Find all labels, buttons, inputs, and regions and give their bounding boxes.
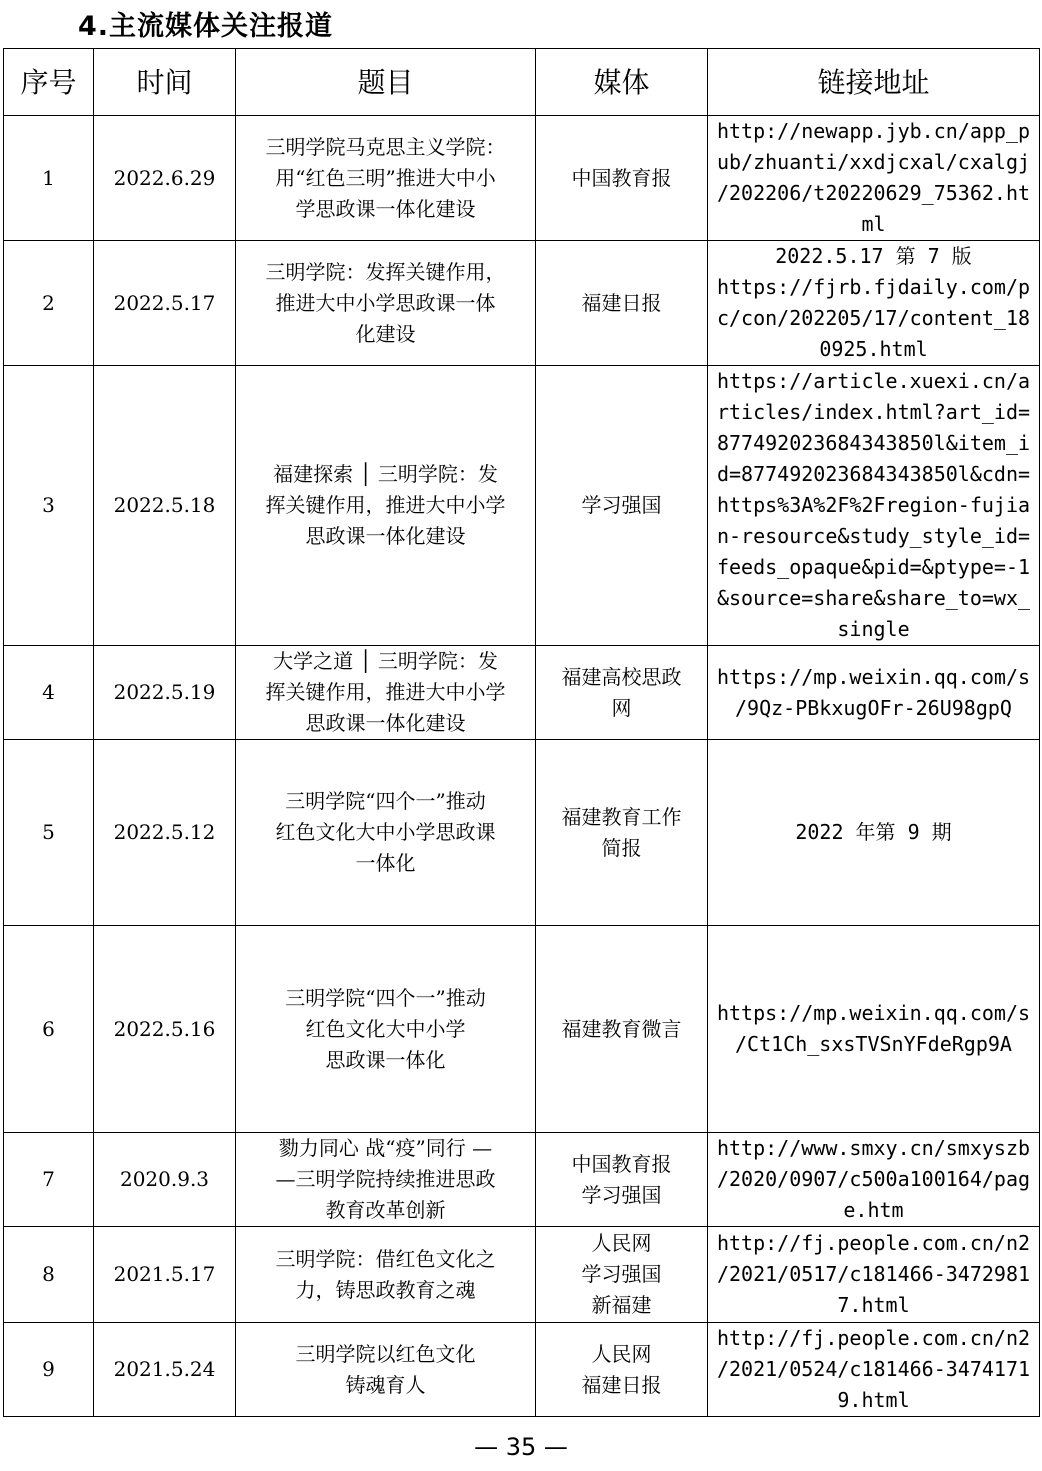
cell-title-line: 三明学院：借红色文化之 bbox=[275, 1246, 496, 1271]
cell-link-line: /202206/t20220629_75362.ht bbox=[716, 181, 1031, 205]
table-row bbox=[4, 740, 1040, 926]
cell-link-line: https://fjrb.fjdaily.com/p bbox=[716, 275, 1031, 299]
cell-link-line: feeds_opaque&pid=&ptype=-1 bbox=[716, 555, 1031, 579]
cell-link-line: 877492023684343850l&item_i bbox=[716, 431, 1031, 455]
cell-title bbox=[236, 646, 536, 740]
cell-date: 2022.5.16 bbox=[94, 926, 236, 1133]
col-header-no: 序号 bbox=[4, 49, 94, 116]
cell-media bbox=[536, 926, 708, 1133]
cell-title bbox=[236, 241, 536, 366]
cell-date: 2022.5.19 bbox=[94, 646, 236, 740]
table-row bbox=[4, 366, 1040, 646]
cell-title bbox=[236, 116, 536, 241]
cell-date: 2021.5.17 bbox=[94, 1227, 236, 1323]
cell-media bbox=[536, 116, 708, 241]
cell-link-line: https://article.xuexi.cn/a bbox=[716, 369, 1031, 393]
cell-title bbox=[236, 1323, 536, 1417]
cell-media-line: 学习强国 bbox=[581, 493, 662, 517]
cell-title-line: 用“红色三明”推进大中小 bbox=[275, 165, 496, 190]
cell-media-line: 福建高校思政 bbox=[561, 664, 682, 689]
cell-link-line: 0925.html bbox=[819, 337, 928, 361]
cell-media-line: 中国教育报 bbox=[571, 165, 672, 190]
cell-no: 8 bbox=[4, 1227, 94, 1323]
media-coverage-table bbox=[3, 48, 1040, 1417]
cell-no: 3 bbox=[4, 366, 94, 646]
cell-link[interactable] bbox=[708, 926, 1040, 1133]
cell-media bbox=[536, 646, 708, 740]
table-row bbox=[4, 241, 1040, 366]
cell-title-line: 三明学院“四个一”推动 bbox=[285, 985, 486, 1010]
cell-link-line: /2021/0517/c181466-3472981 bbox=[716, 1262, 1031, 1286]
cell-link[interactable] bbox=[708, 1323, 1040, 1417]
cell-date: 2022.5.12 bbox=[94, 740, 236, 926]
cell-title-line: 三明学院马克思主义学院： bbox=[265, 134, 506, 159]
cell-title-line: 学思政课一体化建设 bbox=[295, 196, 476, 221]
cell-media-line: 福建日报 bbox=[581, 290, 662, 315]
cell-link[interactable] bbox=[708, 740, 1040, 926]
cell-link-line: /2020/0907/c500a100164/pag bbox=[716, 1167, 1031, 1191]
cell-link-line: http://www.smxy.cn/smxyszb bbox=[716, 1136, 1031, 1160]
cell-title-line: 力，铸思政教育之魂 bbox=[295, 1277, 476, 1302]
cell-link-line: ub/zhuanti/xxdjcxal/cxalgj bbox=[716, 150, 1031, 174]
cell-link-line: /2021/0524/c181466-3474171 bbox=[716, 1357, 1031, 1381]
cell-link[interactable] bbox=[708, 646, 1040, 740]
cell-title bbox=[236, 366, 536, 646]
cell-link[interactable] bbox=[708, 366, 1040, 646]
cell-link-line: ml bbox=[861, 212, 886, 236]
cell-link-line: https%3A%2F%2Fregion-fujia bbox=[716, 493, 1031, 517]
cell-title-line: 勠力同心 战“疫”同行 — bbox=[278, 1136, 493, 1160]
cell-link-line: &source=share&share_to=wx_ bbox=[716, 586, 1031, 610]
cell-link-line: 2022.5.17 第 7 版 bbox=[775, 244, 972, 268]
cell-link-line: http://fj.people.com.cn/n2 bbox=[716, 1326, 1031, 1350]
cell-date: 2022.6.29 bbox=[94, 116, 236, 241]
cell-link-line: d=877492023684343850l&cdn= bbox=[716, 462, 1031, 486]
cell-link[interactable] bbox=[708, 1227, 1040, 1323]
cell-title-line: 挥关键作用，推进大中小学 bbox=[265, 493, 506, 517]
cell-media bbox=[536, 1227, 708, 1323]
cell-title-line: 思政课一体化建设 bbox=[305, 524, 466, 548]
cell-link-line: 7.html bbox=[837, 1293, 910, 1317]
cell-title-line: 挥关键作用，推进大中小学 bbox=[265, 680, 506, 704]
cell-link-line: /Ct1Ch_sxsTVSnYFdeRgp9A bbox=[735, 1032, 1012, 1056]
cell-title-line: 思政课一体化 bbox=[325, 1047, 446, 1072]
table-row bbox=[4, 1227, 1040, 1323]
cell-link-line: rticles/index.html?art_id= bbox=[716, 400, 1031, 424]
cell-link-line: n-resource&study_style_id= bbox=[716, 524, 1031, 548]
cell-link-line: https://mp.weixin.qq.com/s bbox=[716, 1001, 1031, 1025]
cell-no: 2 bbox=[4, 241, 94, 366]
cell-date: 2021.5.24 bbox=[94, 1323, 236, 1417]
cell-link-line: c/con/202205/17/content_18 bbox=[716, 306, 1031, 330]
cell-media bbox=[536, 366, 708, 646]
cell-date: 2020.9.3 bbox=[94, 1133, 236, 1227]
cell-title-line: 一体化 bbox=[355, 851, 416, 875]
col-header-date: 时间 bbox=[94, 49, 236, 116]
cell-title-line: 红色文化大中小学思政课 bbox=[275, 820, 496, 844]
page-number: — 35 — bbox=[474, 1433, 568, 1461]
cell-title-line: 化建设 bbox=[355, 321, 416, 346]
cell-link[interactable] bbox=[708, 116, 1040, 241]
cell-title bbox=[236, 926, 536, 1133]
cell-no: 6 bbox=[4, 926, 94, 1133]
cell-media-line: 简报 bbox=[601, 835, 642, 860]
cell-title-line: 教育改革创新 bbox=[325, 1198, 446, 1222]
cell-media-line: 人民网 bbox=[591, 1341, 652, 1366]
cell-media bbox=[536, 241, 708, 366]
cell-title-line: 思政课一体化建设 bbox=[305, 711, 466, 735]
table-row bbox=[4, 1323, 1040, 1417]
table-row bbox=[4, 926, 1040, 1133]
cell-date: 2022.5.18 bbox=[94, 366, 236, 646]
cell-title-line: 推进大中小学思政课一体 bbox=[275, 290, 496, 315]
cell-link-line: 2022 年第 9 期 bbox=[795, 820, 952, 844]
cell-media-line: 福建日报 bbox=[581, 1372, 662, 1397]
cell-title bbox=[236, 740, 536, 926]
cell-title-line: 福建探索 │ 三明学院：发 bbox=[273, 462, 498, 486]
cell-media-line: 网 bbox=[611, 695, 632, 720]
cell-title bbox=[236, 1133, 536, 1227]
cell-media bbox=[536, 740, 708, 926]
cell-media bbox=[536, 1133, 708, 1227]
cell-link-line: single bbox=[837, 617, 910, 641]
section-heading: 4.主流媒体关注报道 bbox=[78, 11, 334, 42]
cell-title-line: —三明学院持续推进思政 bbox=[275, 1167, 496, 1191]
cell-date: 2022.5.17 bbox=[94, 241, 236, 366]
cell-title-line: 三明学院“四个一”推动 bbox=[285, 789, 486, 813]
cell-link-line: 9.html bbox=[837, 1388, 910, 1412]
table-header-row bbox=[4, 49, 1040, 116]
cell-link-line: https://mp.weixin.qq.com/s bbox=[716, 664, 1031, 689]
cell-title bbox=[236, 1227, 536, 1323]
cell-no: 9 bbox=[4, 1323, 94, 1417]
table-row bbox=[4, 1133, 1040, 1227]
cell-no: 5 bbox=[4, 740, 94, 926]
cell-title-line: 三明学院以红色文化 bbox=[295, 1341, 476, 1366]
col-header-title: 题目 bbox=[236, 49, 536, 116]
table-row bbox=[4, 646, 1040, 740]
cell-media-line: 学习强国 bbox=[581, 1262, 662, 1286]
cell-no: 1 bbox=[4, 116, 94, 241]
cell-link-line: e.htm bbox=[843, 1198, 904, 1222]
cell-title-line: 铸魂育人 bbox=[345, 1372, 426, 1397]
cell-media-line: 福建教育微言 bbox=[561, 1016, 682, 1041]
cell-title-line: 红色文化大中小学 bbox=[305, 1016, 466, 1041]
cell-link-line: http://fj.people.com.cn/n2 bbox=[716, 1231, 1031, 1255]
cell-title-line: 三明学院：发挥关键作用， bbox=[265, 259, 506, 284]
cell-link-line: /9Qz-PBkxugOFr-26U98gpQ bbox=[735, 695, 1012, 720]
cell-link-line: http://newapp.jyb.cn/app_p bbox=[716, 119, 1031, 143]
cell-no: 4 bbox=[4, 646, 94, 740]
col-header-media: 媒体 bbox=[536, 49, 708, 116]
cell-title-line: 大学之道 │ 三明学院：发 bbox=[273, 649, 498, 673]
cell-link[interactable] bbox=[708, 241, 1040, 366]
cell-media-line: 中国教育报 bbox=[571, 1151, 672, 1176]
cell-media-line: 人民网 bbox=[591, 1231, 652, 1255]
col-header-link: 链接地址 bbox=[708, 49, 1040, 116]
cell-link[interactable] bbox=[708, 1133, 1040, 1227]
cell-media bbox=[536, 1323, 708, 1417]
cell-media-line: 福建教育工作 bbox=[561, 804, 682, 829]
cell-no: 7 bbox=[4, 1133, 94, 1227]
cell-media-line: 新福建 bbox=[591, 1293, 652, 1317]
table-row bbox=[4, 116, 1040, 241]
cell-media-line: 学习强国 bbox=[581, 1182, 662, 1207]
